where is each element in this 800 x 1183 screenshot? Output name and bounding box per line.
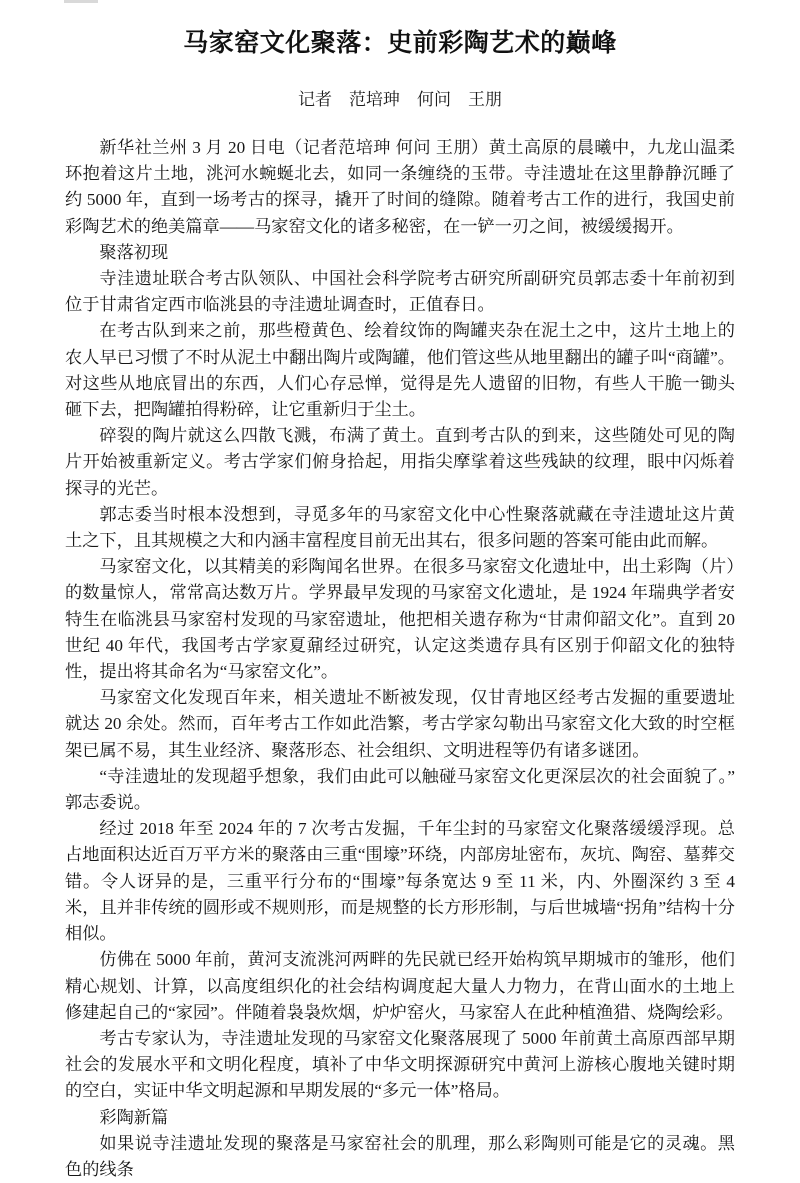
section-subheading: 彩陶新篇 — [99, 1107, 169, 1127]
paragraph: 如果说寺洼遗址发现的聚落是马家窑社会的肌理，那么彩陶则可能是它的灵魂。黑色的线条 — [65, 1133, 735, 1179]
paragraph: 寺洼遗址联合考古队领队、中国社会科学院考古研究所副研究员郭志委十年前初到位于甘肃省定西市临洮县的寺洼遗址调查时，正值春日。 — [65, 269, 735, 315]
paragraph: 马家窑文化，以其精美的彩陶闻名世界。在很多马家窑文化遗址中，出土彩陶（片）的数量惊人，常常高达数万片。学界最早发现的马家窑文化遗址，是 1924 年瑞典学者安特生在临洮县马家窑村发现的马家窑遗址，他把相关遗存称为“甘肃仰韶文化”。直到 20 世纪 40 年代，我国考古学家夏鼐经过研究，认定这类遗存具有区别于仰韶文化的独特性，提出将其命名为“马家窑文化”。 — [65, 557, 735, 682]
article-body — [65, 110, 735, 1183]
paragraph: 在考古队到来之前，那些橙黄色、绘着纹饰的陶罐夹杂在泥土之中，这片土地上的农人早已习惯了不时从泥土中翻出陶片或陶罐，他们管这些从地里翻出的罐子叫“商罐”。对这些从地底冒出的东西，人们心存忌惮，觉得是先人遗留的旧物，有些人干脆一锄头砸下去，把陶罐拍得粉碎，让它重新归于尘土。 — [65, 321, 735, 420]
paragraph: 马家窑文化发现百年来，相关遗址不断被发现，仅甘青地区经考古发掘的重要遗址就达 20 余处。然而，百年考古工作如此浩繁，考古学家勾勒出马家窑文化大致的时空框架已属不易，其生业经济、聚落形态、社会组织、文明进程等仍有诸多谜团。 — [65, 688, 735, 760]
paragraph: 经过 2018 年至 2024 年的 7 次考古发掘，千年尘封的马家窑文化聚落缓缓浮现。总占地面积达近百万平方米的聚落由三重“围壕”环绕，内部房址密布，灰坑、陶窑、墓葬交错。令人讶异的是，三重平行分布的“围壕”每条宽达 9 至 11 米，内、外圈深约 3 至 4 米，且并非传统的圆形或不规则形，而是规整的长方形形制，与后世城墙“拐角”结构十分相似。 — [65, 819, 735, 944]
section-subheading: 聚落初现 — [99, 242, 169, 262]
article-title: 马家窑文化聚落：史前彩陶艺术的巅峰 — [183, 30, 617, 57]
paragraph: 考古专家认为，寺洼遗址发现的马家窑文化聚落展现了 5000 年前黄土高原西部早期社会的发展水平和文明化程度，填补了中华文明探源研究中黄河上游核心腹地关键时期的空白，实证中华文明起源和早期发展的“多元一体”格局。 — [65, 1028, 735, 1101]
paragraph: 仿佛在 5000 年前，黄河支流洮河两畔的先民就已经开始构筑早期城市的雏形，他们精心规划、计算，以高度组织化的社会结构调度起大量人力物力，在背山面水的土地上修建起自己的“家园”。伴随着袅袅炊烟，炉炉窑火，马家窑人在此种植渔猎、烧陶绘彩。 — [65, 950, 735, 1022]
byline: 记者 范培珅 何问 王朋 — [298, 90, 502, 109]
paragraph: 郭志委当时根本没想到，寻觅多年的马家窑文化中心性聚落就藏在寺洼遗址这片黄土之下，且其规模之大和内涵丰富程度目前无出其右，很多问题的答案可能由此而解。 — [65, 504, 735, 551]
paragraph: “寺洼遗址的发现超乎想象，我们由此可以触碰马家窑文化更深层次的社会面貌了。”郭志委说。 — [65, 766, 735, 813]
paragraph: 碎裂的陶片就这么四散飞溅，布满了黄土。直到考古队的到来，这些随处可见的陶片开始被重新定义。考古学家们俯身拾起，用指尖摩挲着这些残缺的纹理，眼中闪烁着探寻的光芒。 — [65, 426, 735, 498]
paragraph: 新华社兰州 3 月 20 日电（记者范培珅 何问 王朋）黄土高原的晨曦中，九龙山温柔环抱着这片土地，洮河水蜿蜒北去，如同一条缠绕的玉带。寺洼遗址在这里静静沉睡了约 5000 年，直到一场考古的探寻，撬开了时间的缝隙。随着考古工作的进行，我国史前彩陶艺术的绝美篇章——马家窑文化的诸多秘密，在一铲一刃之间，被缓缓揭开。 — [65, 138, 735, 236]
page-edge-artifact — [64, 0, 98, 3]
